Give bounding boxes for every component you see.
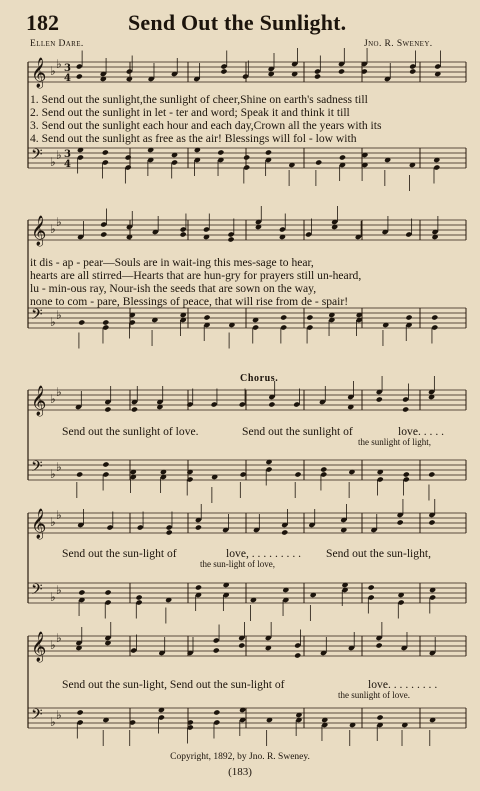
chorus-line-3a: Send out the sun-light, Send out the sun-light of [62, 678, 285, 691]
chorus-line-2-bass: the sun-light of love, [200, 559, 275, 569]
flat-icon: ♭ [56, 308, 62, 322]
flat-icon: ♭ [50, 64, 56, 78]
note-head [431, 314, 438, 320]
verse-2-line-1: 2. Send out the sunlight in let - ter and word; Speak it and think it till [30, 106, 350, 119]
bass-staff [28, 306, 466, 329]
bass-staff [28, 458, 466, 481]
page-number: (183) [228, 766, 252, 778]
note-head [100, 231, 107, 237]
note-head [213, 709, 220, 715]
note-head [102, 461, 109, 467]
flat-icon: ♭ [50, 590, 56, 604]
verse-3-line-1: 3. Send out the sunlight each hour and each day,Crown all the years with its [30, 119, 382, 132]
time-signature-treble: 3 [64, 63, 71, 74]
verse-1-line-2: it dis - ap - pear—Souls are in wait-ing this mes-sage to hear, [30, 256, 314, 269]
chorus-line-1-bass: the sunlight of light, [358, 437, 431, 447]
flat-icon: ♭ [56, 148, 62, 162]
note-head [203, 314, 210, 320]
lyricist-credit: Ellen Dare. [30, 39, 84, 49]
note-head [220, 68, 227, 74]
flat-icon: ♭ [50, 315, 56, 329]
note-head [338, 68, 345, 74]
flat-icon: ♭ [56, 215, 62, 229]
chorus-line-2c: Send out the sun-light, [326, 547, 431, 560]
time-signature-treble: 4 [64, 73, 71, 84]
note-head [320, 466, 327, 472]
bass-clef-icon: 𝄢 [31, 706, 43, 727]
note-head [315, 159, 322, 165]
note-head [281, 529, 288, 535]
treble-clef-icon: 𝄞 [31, 632, 47, 662]
verse-2-line-2: hearts are all stirred—Hearts that are hun-gry for prayers still un-heard, [30, 269, 362, 282]
note-head [405, 314, 412, 320]
note-head [195, 524, 202, 530]
note-head [243, 154, 250, 160]
chorus-line-3b: love. . . . . . . . . [368, 678, 438, 691]
treble-staff [28, 57, 466, 89]
note-head [403, 471, 410, 477]
flat-icon: ♭ [50, 392, 56, 406]
note-head [294, 652, 301, 658]
note-head [306, 314, 313, 320]
composer-credit: Jno. R. Sweney. [364, 39, 433, 49]
verse-4-line-1: 4. Send out the sunlight as free as the air! Blessings will fol - low with [30, 132, 357, 145]
chorus-line-1c: love. . . . . [398, 425, 445, 438]
note-head [195, 584, 202, 590]
flat-icon: ♭ [56, 583, 62, 597]
treble-staff [28, 631, 466, 663]
note-head [402, 406, 409, 412]
note-head [131, 406, 138, 412]
bass-clef-icon: 𝄢 [31, 146, 43, 167]
note-head [409, 68, 416, 74]
treble-clef-icon: 𝄞 [31, 216, 47, 246]
flat-icon: ♭ [50, 467, 56, 481]
chorus-line-2b: love, . . . . . . . . . [226, 547, 302, 560]
note-head [78, 319, 85, 325]
flat-icon: ♭ [56, 708, 62, 722]
treble-staff [28, 385, 466, 417]
bass-clef-icon: 𝄢 [31, 306, 43, 327]
treble-clef-icon: 𝄞 [31, 509, 47, 539]
time-signature-bass: 4 [64, 159, 71, 170]
chorus-label: Chorus. [240, 373, 279, 384]
note-head [104, 589, 111, 595]
note-head [397, 519, 404, 525]
note-head [280, 314, 287, 320]
note-head [268, 401, 275, 407]
verse-1-line-1: 1. Send out the sunlight,the sunlight of cheer,Shine on earth's sadness till [30, 93, 368, 106]
flat-icon: ♭ [56, 57, 62, 71]
flat-icon: ♭ [56, 385, 62, 399]
bass-staff [28, 706, 466, 729]
chorus-line-1: Send out the sunlight of love. [62, 425, 199, 438]
verse-4-line-2: none to com - pare, Blessings of peace, that will rise from de - spair! [30, 295, 349, 308]
note-head [125, 154, 132, 160]
note-head [217, 149, 224, 155]
note-head [227, 236, 234, 242]
treble-staff [28, 215, 466, 247]
flat-icon: ♭ [56, 508, 62, 522]
note-head [180, 231, 187, 237]
note-head [136, 594, 143, 600]
flat-icon: ♭ [50, 715, 56, 729]
flat-icon: ♭ [50, 638, 56, 652]
verse-3-line-2: lu - min-ous ray, Nour-ish the seeds that are sown on the way, [30, 282, 317, 295]
treble-clef-icon: 𝄞 [31, 58, 47, 88]
flat-icon: ♭ [50, 222, 56, 236]
note-head [102, 149, 109, 155]
note-head [376, 714, 383, 720]
note-head [368, 584, 375, 590]
note-head [166, 529, 173, 535]
note-head [339, 154, 346, 160]
time-signature-bass: 3 [64, 149, 71, 160]
note-head [294, 471, 301, 477]
note-head [376, 396, 383, 402]
note-head [102, 319, 109, 325]
chorus-line-1b: Send out the sunlight of [242, 425, 353, 438]
flat-icon: ♭ [50, 515, 56, 529]
note-head [238, 642, 245, 648]
treble-clef-icon: 𝄞 [31, 386, 47, 416]
note-head [104, 406, 111, 412]
note-head [78, 589, 85, 595]
note-head [376, 642, 383, 648]
note-head [314, 73, 321, 79]
hymn-title: Send Out the Sunlight. [128, 10, 347, 35]
note-head [76, 471, 83, 477]
note-head [213, 647, 220, 653]
copyright-notice: Copyright, 1892, by Jno. R. Sweney. [170, 752, 310, 762]
flat-icon: ♭ [56, 460, 62, 474]
flat-icon: ♭ [56, 631, 62, 645]
bass-clef-icon: 𝄢 [31, 458, 43, 479]
hymn-number: 182 [26, 10, 59, 35]
flat-icon: ♭ [50, 155, 56, 169]
note-head [265, 149, 272, 155]
chorus-line-2a: Send out the sun-light of [62, 547, 177, 560]
note-head [428, 471, 435, 477]
note-head [428, 519, 435, 525]
note-head [77, 709, 84, 715]
bass-clef-icon: 𝄢 [31, 581, 43, 602]
note-head [76, 73, 83, 79]
chorus-line-3-bass: the sunlight of love. [338, 690, 410, 700]
